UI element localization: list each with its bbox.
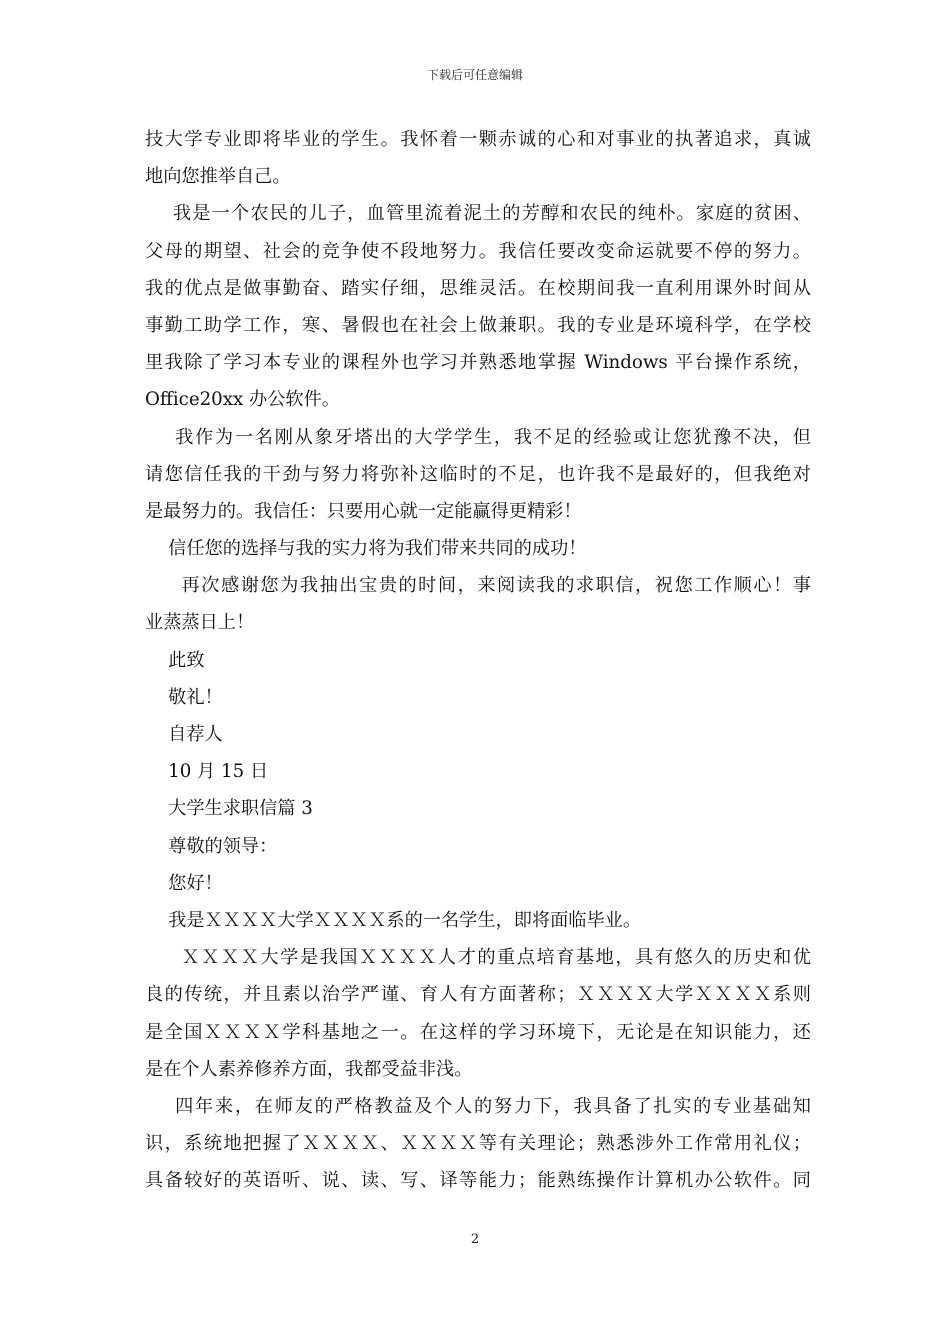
text-line: 良的传统，并且素以治学严谨、育人有方面著称；ＸＸＸＸ大学ＸＸＸＸ系则 (145, 984, 811, 1006)
text-line: 再次感谢您为我抽出宝贵的时间，来阅读我的求职信，祝您工作顺心！事 (145, 575, 811, 597)
text-line: 我是一个农民的儿子，血管里流着泥土的芳醇和农民的纯朴。家庭的贫困、 (145, 203, 811, 225)
text-line: 识，系统地把握了ＸＸＸＸ、ＸＸＸＸ等有关理论；熟悉涉外工作常用礼仪； (145, 1133, 811, 1155)
page-number: 2 (470, 1232, 480, 1247)
text-line: 我是ＸＸＸＸ大学ＸＸＸＸ系的一名学生，即将面临毕业。 (145, 909, 642, 931)
text-line: 是在个人素养修养方面，我都受益非浅。 (145, 1058, 473, 1080)
document-body (145, 121, 811, 1199)
text-line: 我作为一名刚从象牙塔出的大学学生，我不足的经验或让您犹豫不决，但 (145, 426, 811, 448)
text-line: ＸＸＸＸ大学是我国ＸＸＸＸ人才的重点培育基地，具有悠久的历史和优 (145, 947, 811, 969)
text-line: 是全国ＸＸＸＸ学科基地之一。在这样的学习环境下，无论是在知识能力，还 (145, 1021, 811, 1043)
text-line: 自荐人 (145, 724, 223, 745)
text-line: 我的优点是做事勤奋、踏实仔细，思维灵活。在校期间我一直利用课外时间从 (145, 277, 811, 299)
text-line: 此致 (145, 649, 205, 671)
text-line: 技大学专业即将毕业的学生。我怀着一颗赤诚的心和对事业的执著追求，真诚 (145, 129, 811, 150)
text-line: 您好！ (145, 872, 223, 894)
text-line: 信任您的选择与我的实力将为我们带来共同的成功！ (145, 538, 587, 560)
text-line: 是最努力的。我信任：只要用心就一定能赢得更精彩！ (145, 500, 582, 522)
text-line: 里我除了学习本专业的课程外也学习并熟悉地掌握 Windows 平台操作系统， (145, 352, 811, 374)
text-line: Office20xx 办公软件。 (145, 389, 340, 411)
text-line: 具备较好的英语听、说、读、写、译等能力；能熟练操作计算机办公软件。同 (145, 1170, 811, 1192)
text-line: 业蒸蒸日上！ (145, 612, 255, 634)
text-line: 地向您推举自己。 (145, 166, 291, 188)
text-line: 四年来，在师友的严格教益及个人的努力下，我具备了扎实的专业基础知 (145, 1095, 811, 1117)
text-line: 父母的期望、社会的竞争使不段地努力。我信任要改变命运就要不停的努力。 (145, 240, 811, 262)
text-line: 10 月 15 日 (145, 761, 269, 783)
text-line: 尊敬的领导： (145, 835, 278, 857)
text-line: 请您信任我的干劲与努力将弥补这临时的不足，也许我不是最好的，但我绝对 (145, 463, 811, 485)
page-header: 下载后可任意编辑 (426, 68, 523, 82)
text-line: 敬礼！ (145, 686, 223, 708)
section-title: 大学生求职信篇 3 (145, 798, 313, 820)
text-line: 事勤工助学工作，寒、暑假也在社会上做兼职。我的专业是环境科学，在学校 (145, 314, 811, 336)
